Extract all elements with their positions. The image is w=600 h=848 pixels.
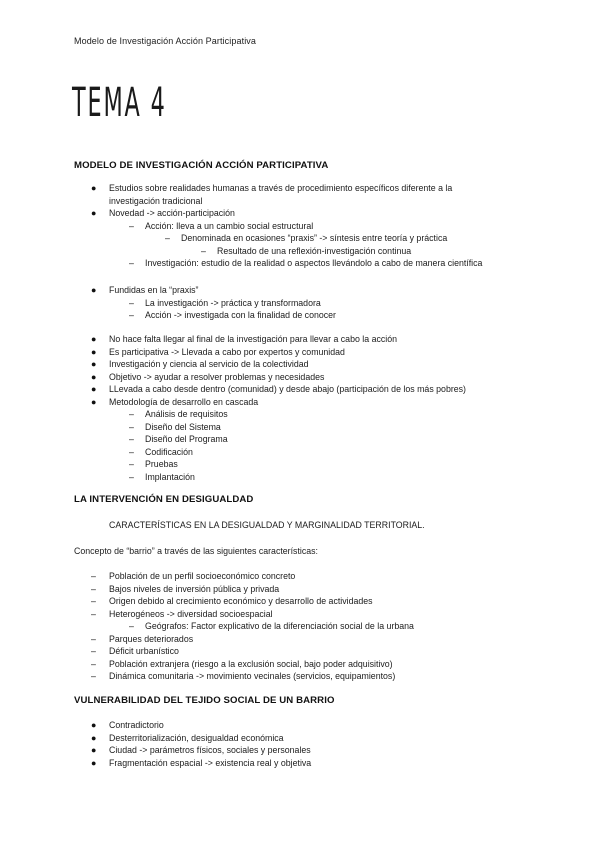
list-subitem: Resultado de una reflexión-investigación continua bbox=[217, 245, 412, 256]
list-item: Ciudad -> parámetros físicos, sociales y personales bbox=[109, 745, 311, 755]
list-item: LLevada a cabo desde dentro (comunidad) y desde abajo (participación de los más pobres) bbox=[109, 384, 466, 394]
dash-icon: – bbox=[91, 633, 96, 644]
bullet-icon: ● bbox=[91, 359, 97, 369]
list-item: Origen debido al crecimiento económico y desarrollo de actividades bbox=[109, 596, 373, 606]
list-subitem: Acción -> investigada con la finalidad de conocer bbox=[145, 310, 336, 320]
dash-icon: – bbox=[129, 310, 134, 320]
list-subitem: Análisis de requisitos bbox=[145, 409, 228, 419]
dash-icon: – bbox=[91, 583, 96, 594]
list-item: Estudios sobre realidades humanas a través de procedimiento específicos diferente a la bbox=[109, 183, 453, 193]
list-item: Novedad -> acción-participación bbox=[109, 208, 235, 218]
dash-icon: – bbox=[91, 571, 96, 581]
list-subitem: Implantación bbox=[145, 471, 195, 482]
dash-icon: – bbox=[129, 421, 134, 432]
dash-icon: – bbox=[129, 409, 134, 419]
list-subitem: Denominada en ocasiones “praxis” -> síntesis entre teoría y práctica bbox=[181, 233, 448, 243]
dash-icon: – bbox=[201, 245, 206, 256]
list-subitem: Geógrafos: Factor explicativo de la diferenciación social de la urbana bbox=[145, 621, 414, 631]
dash-icon: – bbox=[129, 471, 134, 482]
bullet-icon: ● bbox=[91, 208, 97, 218]
dash-icon: – bbox=[129, 258, 134, 268]
section-subtitle: CARACTERÍSTICAS EN LA DESIGUALDAD Y MARGINALIDAD TERRITORIAL. bbox=[109, 520, 425, 530]
list-item: Dinámica comunitaria -> movimiento vecinales (servicios, equipamientos) bbox=[109, 671, 396, 681]
dash-icon: – bbox=[91, 596, 96, 606]
dash-icon: – bbox=[129, 446, 134, 457]
bullet-icon: ● bbox=[91, 757, 97, 768]
list-item: Población de un perfil socioeconómico concreto bbox=[109, 571, 296, 581]
section-heading-vulnerabilidad: VULNERABILIDAD DEL TEJIDO SOCIAL DE UN BARRIO bbox=[74, 695, 335, 706]
bullet-icon: ● bbox=[91, 384, 97, 394]
section-heading-modelo: MODELO DE INVESTIGACIÓN ACCIÓN PARTICIPATIVA bbox=[74, 160, 329, 171]
bullet-icon: ● bbox=[91, 396, 97, 407]
bullet-icon: ● bbox=[91, 285, 97, 295]
list-subitem: Diseño del Sistema bbox=[145, 421, 221, 432]
bullet-icon: ● bbox=[91, 720, 97, 730]
page-title: TEMA 4 bbox=[72, 80, 167, 126]
list-item-continuation: investigación tradicional bbox=[109, 195, 203, 206]
bullet-icon: ● bbox=[91, 745, 97, 755]
list-subitem: Acción: lleva a un cambio social estructural bbox=[145, 220, 314, 231]
section-heading-intervencion: LA INTERVENCIÓN EN DESIGUALDAD bbox=[74, 494, 254, 505]
page-header: Modelo de Investigación Acción Participativa bbox=[74, 36, 257, 46]
dash-icon: – bbox=[129, 459, 134, 469]
dash-icon: – bbox=[129, 434, 134, 444]
bullet-icon: ● bbox=[91, 334, 97, 344]
list-item: Población extranjera (riesgo a la exclusión social, bajo poder adquisitivo) bbox=[109, 658, 393, 669]
dash-icon: – bbox=[129, 220, 134, 231]
dash-icon: – bbox=[165, 233, 170, 243]
list-item: Parques deteriorados bbox=[109, 633, 194, 644]
bullet-icon: ● bbox=[91, 371, 97, 382]
list-item: Es participativa -> Llevada a cabo por expertos y comunidad bbox=[109, 346, 345, 357]
list-item: No hace falta llegar al final de la investigación para llevar a cabo la acción bbox=[109, 334, 398, 344]
bullet-icon: ● bbox=[91, 732, 97, 743]
dash-icon: – bbox=[91, 658, 96, 669]
list-item: Investigación y ciencia al servicio de la colectividad bbox=[109, 359, 309, 369]
list-item: Déficit urbanístico bbox=[109, 646, 179, 656]
list-subitem: La investigación -> práctica y transformadora bbox=[145, 297, 321, 308]
list-subitem: Diseño del Programa bbox=[145, 434, 228, 444]
bullet-icon: ● bbox=[91, 183, 97, 193]
bullet-icon: ● bbox=[91, 346, 97, 357]
list-item: Fundidas en la “praxis” bbox=[109, 285, 199, 295]
paragraph: Concepto de “barrio” a través de las siguientes características: bbox=[74, 546, 318, 556]
dash-icon: – bbox=[91, 671, 96, 681]
list-item: Bajos niveles de inversión pública y privada bbox=[109, 583, 280, 594]
list-subitem: Codificación bbox=[145, 446, 193, 457]
list-item: Fragmentación espacial -> existencia real y objetiva bbox=[109, 757, 312, 768]
dash-icon: – bbox=[129, 621, 134, 631]
list-item: Objetivo -> ayudar a resolver problemas y necesidades bbox=[109, 371, 325, 382]
dash-icon: – bbox=[129, 297, 134, 308]
dash-icon: – bbox=[91, 608, 96, 619]
list-item: Contradictorio bbox=[109, 720, 164, 730]
list-item: Desterritorialización, desigualdad económica bbox=[109, 732, 284, 743]
list-subitem: Investigación: estudio de la realidad o aspectos llevándolo a cabo de manera científica bbox=[145, 258, 483, 268]
list-item: Metodología de desarrollo en cascada bbox=[109, 396, 259, 407]
list-subitem: Pruebas bbox=[145, 459, 178, 469]
dash-icon: – bbox=[91, 646, 96, 656]
list-item: Heterogéneos -> diversidad socioespacial bbox=[109, 608, 273, 619]
